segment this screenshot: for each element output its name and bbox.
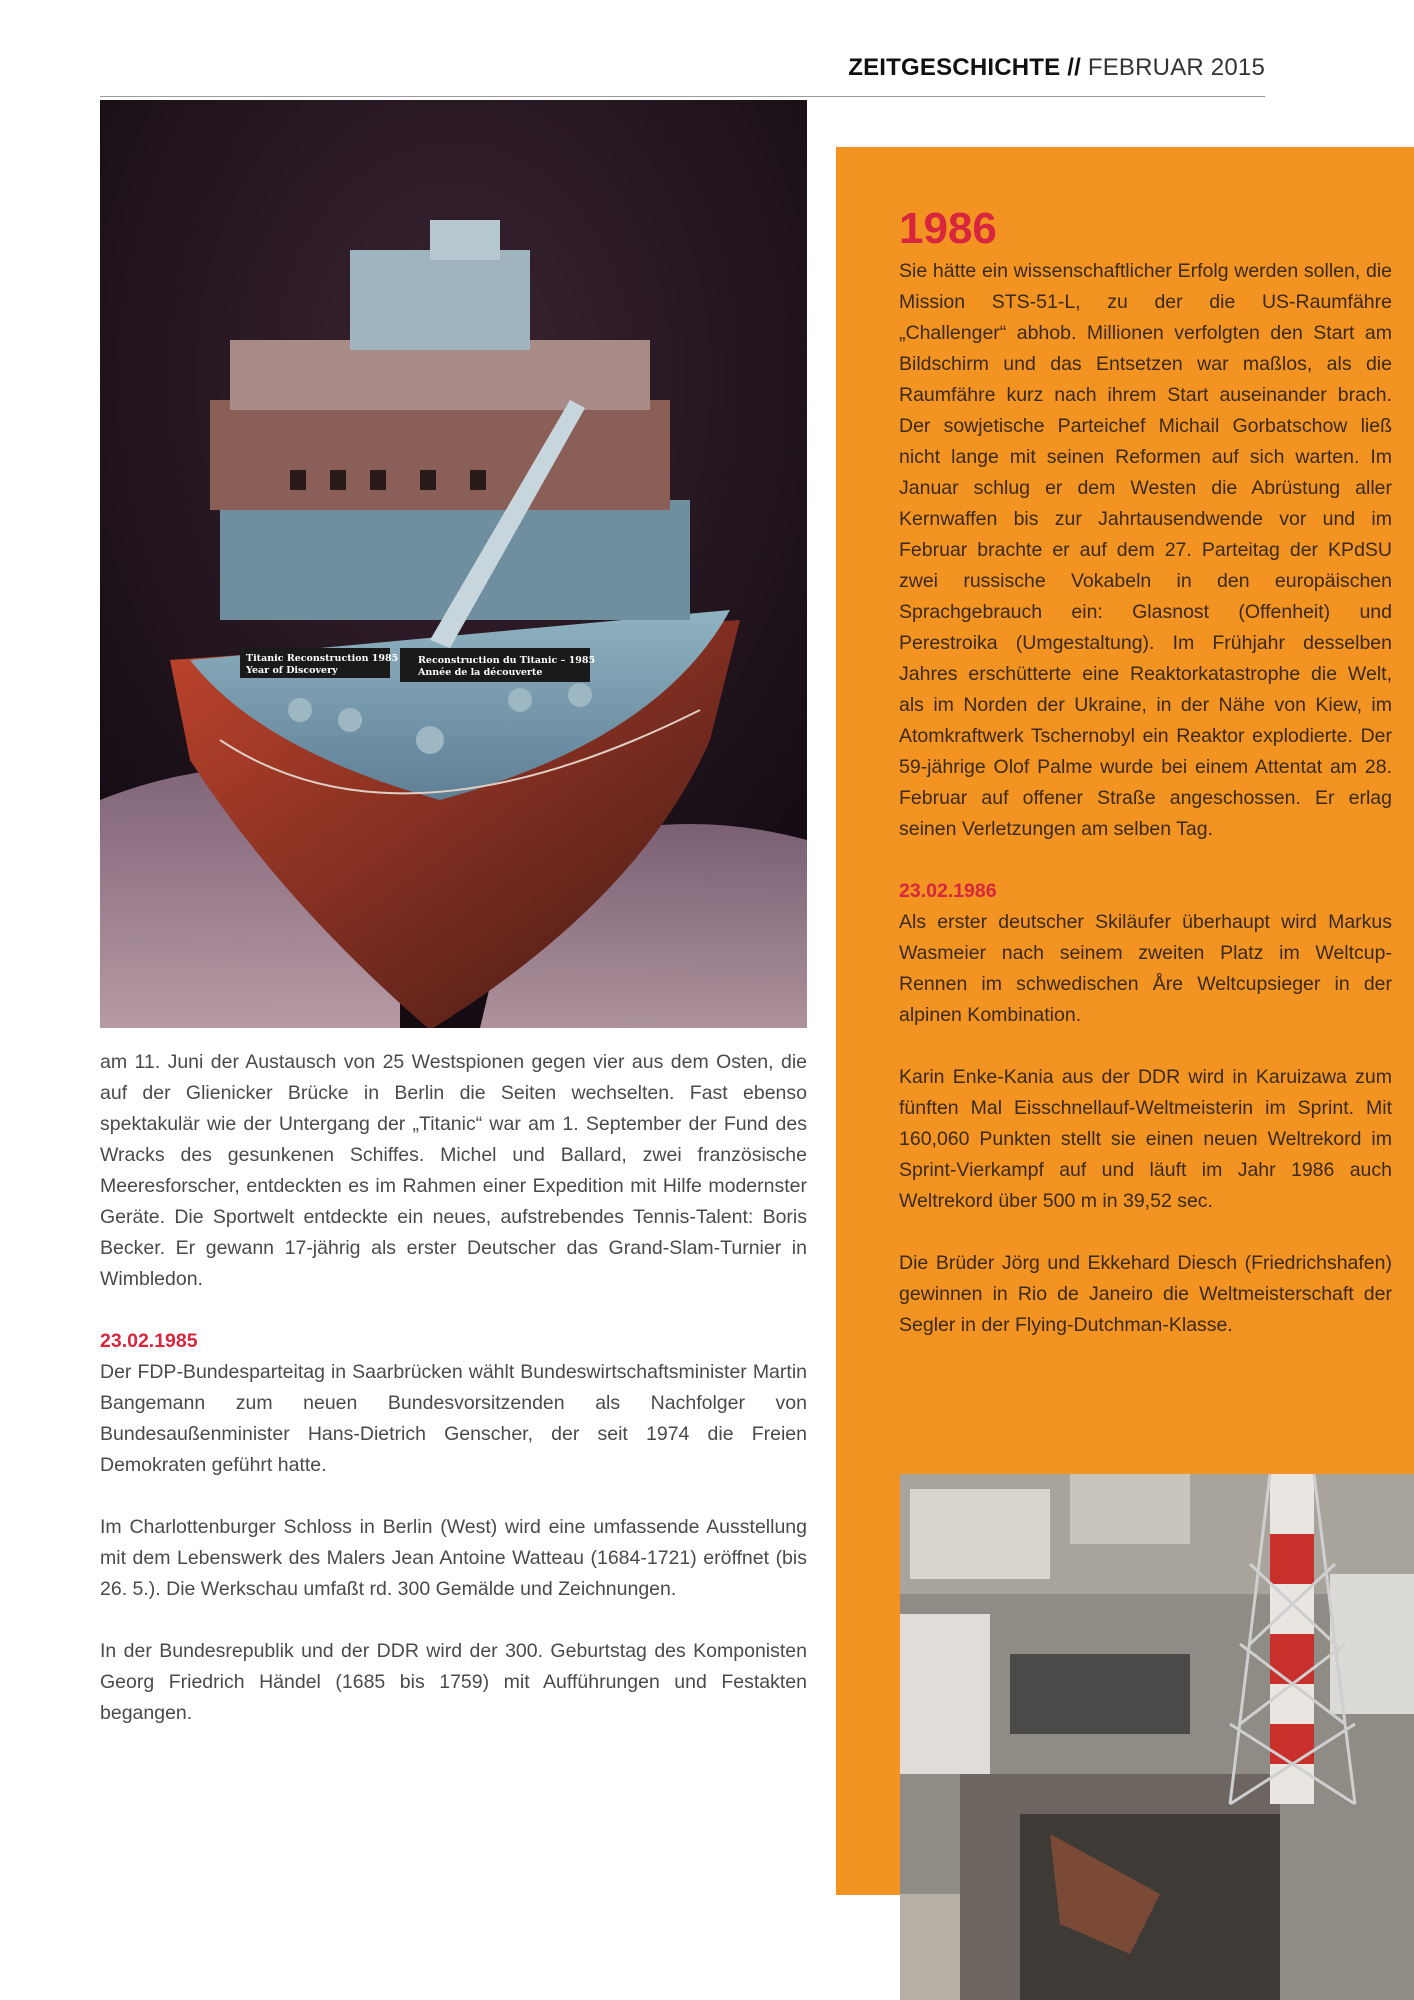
sign-right-line1: Reconstruction du Titanic – 1985 [418, 655, 596, 666]
sign-left-line2: Year of Discovery [246, 665, 338, 676]
date-heading: 23.02.1985 [100, 1330, 198, 1352]
issue-date: FEBRUAR 2015 [1087, 54, 1265, 81]
event-text: Als erster deutscher Skiläufer überhaupt wird Markus Wasmeier nach seinem zweiten Platz im Weltcup-Rennen im schwedischen Åre Weltcupsieger in der alpinen Kombination. [899, 911, 1392, 1026]
event-text: Karin Enke-Kania aus der DDR wird in Karuizawa zum fünften Mal Eisschnellauf-Weltmeisterin im Sprint. Mit 160,060 Punkten stellt sie einen neuen Weltrekord im Sprint-Vierkampf auf und läuft im Jahr 1986 auch Weltrekord über 500 m in 39,52 sec. [899, 1066, 1392, 1212]
header-separator: // [1067, 54, 1081, 81]
year-heading: 1986 [899, 204, 997, 253]
right-column-1986 [899, 200, 1392, 1341]
left-column-1985 [100, 1047, 807, 1729]
continued-text: am 11. Juni der Austausch von 25 Westspionen gegen vier aus dem Osten, die auf der Glienicker Brücke in Berlin die Seiten wechselten. Fast ebenso spektakulär wie der Untergang der „Titanic“ war am 1. September der Fund des Wracks des gesunkenen Schiffes. Michel und Ballard, zwei französische Meeresforscher, entdeckten es im Rahmen einer Expedition mit Hilfe modernster Geräte. Die Sportwelt entdeckte ein neues, aufstrebendes Tennis-Talent: Boris Becker. Er gewann 17-jährig als erster Deutscher das Grand-Slam-Turnier in Wimbledon. [100, 1051, 807, 1290]
sign-right-line2: Année de la découverte [418, 667, 543, 678]
year-intro-text: Sie hätte ein wissenschaftlicher Erfolg werden sollen, die Mission STS-51-L, zu der die US-Raumfähre „Challenger“ abhob. Millionen verfolgten den Start am Bildschirm und das Entsetzen war maßlos, als die Raumfähre kurz nach ihrem Start auseinander brach. Der sowjetische Parteichef Michail Gorbatschow ließ nicht lange mit seinen Reformen auf sich warten. Im Januar schlug er dem Westen die Abrüstung aller Kernwaffen bis zur Jahrtausendwende vor und im Februar brachte er auf dem 27. Parteitag der KPdSU zwei russische Vokabeln in den europäischen Sprachgebrauch ein: Glasnost (Offenheit) und Perestroika (Umgestaltung). Im Frühjahr desselben Jahres erschütterte eine Reaktorkatastrophe die Welt, als im Norden der Ukraine, in der Nähe von Kiew, im Atomkraftwerk Tschernobyl ein Reaktor explodierte. Der 59-jährige Olof Palme wurde bei einem Attentat am 28. Februar auf offener Straße angeschossen. Er erlag seinen Verletzungen am selben Tag. [899, 260, 1392, 840]
event-text: Die Brüder Jörg und Ekkehard Diesch (Friedrichshafen) gewinnen in Rio de Janeiro die Weltmeisterschaft der Segler in der Flying-Dutchman-Klasse. [899, 1252, 1392, 1336]
chernobyl-reactor-photo [900, 1474, 1414, 2000]
section-title: ZEITGESCHICHTE [848, 54, 1061, 81]
event-text: Im Charlottenburger Schloss in Berlin (West) wird eine umfassende Ausstellung mit dem Lebenswerk des Malers Jean Antoine Watteau (1684-1721) eröffnet (bis 26. 5.). Die Werkschau umfaßt rd. 300 Gemälde und Zeichnungen. [100, 1516, 807, 1600]
date-heading: 23.02.1986 [899, 880, 997, 902]
event-text: In der Bundesrepublik und der DDR wird der 300. Geburtstag des Komponisten Georg Friedrich Händel (1685 bis 1759) mit Aufführungen und Festakten begangen. [100, 1640, 807, 1724]
titanic-wreck-model-photo [100, 100, 807, 1028]
page-header [100, 54, 1265, 97]
sign-left-line1: Titanic Reconstruction 1985 [246, 653, 399, 664]
event-text: Der FDP-Bundesparteitag in Saarbrücken wählt Bundeswirtschaftsminister Martin Bangemann zum neuen Bundesvorsitzenden als Nachfolger von Bundesaußenminister Hans-Dietrich Genscher, der seit 1974 die Freien Demokraten geführt hatte. [100, 1361, 807, 1476]
